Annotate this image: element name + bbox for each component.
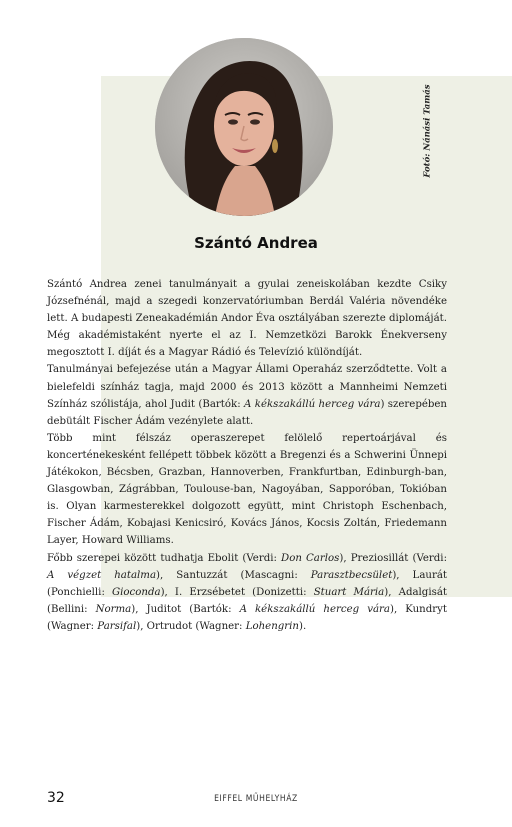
work-title: A kékszakállú herceg vára bbox=[239, 603, 390, 615]
work-title: Lohengrin bbox=[245, 620, 299, 632]
portrait-illustration bbox=[155, 38, 333, 216]
bio-text: ), Santuzzát (Mascagni: bbox=[156, 569, 311, 581]
publisher-footer: EIFFEL MŰHELYHÁZ bbox=[214, 794, 298, 804]
work-title: Parasztbecsület bbox=[310, 569, 393, 581]
work-title: A kékszakállú herceg vára bbox=[244, 398, 381, 410]
photo-credit bbox=[418, 76, 438, 186]
work-title: Don Carlos bbox=[281, 552, 340, 564]
bio-paragraph-2 bbox=[47, 361, 447, 429]
page-number: 32 bbox=[47, 790, 65, 806]
bio-text: ), Juditot (Bartók: bbox=[131, 603, 240, 615]
bio-text: ) szerepében debütált Fischer Ádám vezénylete alatt. bbox=[47, 398, 447, 427]
bio-text: ), Preziosillát (Verdi: bbox=[339, 552, 447, 564]
bio-text: ), I. Erzsébetet (Donizetti: bbox=[160, 586, 314, 598]
bio-text: ), Kundryt (Wagner: bbox=[47, 603, 447, 632]
bio-text: ), Laurát (Ponchielli: bbox=[47, 569, 447, 598]
bio-text: ). bbox=[298, 620, 307, 632]
biography bbox=[47, 276, 447, 635]
artist-name: Szántó Andrea bbox=[194, 234, 318, 252]
portrait-photo bbox=[155, 38, 333, 216]
bio-paragraph-4 bbox=[47, 550, 447, 635]
bio-text: Főbb szerepei között tudhatja Ebolit (Verdi: bbox=[47, 552, 282, 564]
bio-text: ), Ortrudot (Wagner: bbox=[136, 620, 246, 632]
work-title: Stuart Mária bbox=[313, 586, 385, 598]
work-title: Norma bbox=[95, 603, 132, 615]
bio-paragraph-1: Szántó Andrea zenei tanulmányait a gyulai zeneiskolában kezdte Csiky Józsefnénál, majd a szegedi konzervatóriumban Berdál Valéria növendéke lett. A budapesti Zeneakadémián Andor Éva osztályában szerezte diplomáját. Még akadémistaként nyerte el az I. Nemzetközi Barokk Énekverseny megosztott I. díját és a Magyar Rádió és Televízió különdíját. bbox=[47, 279, 447, 359]
bio-text: ), Adalgisát (Bellini: bbox=[47, 586, 447, 615]
bio-text: Tanulmányai befejezése után a Magyar Állami Operaház szerződtette. Volt a bielefeldi színház tagja, majd 2000 és 2013 között a Mannheimi Nemzeti Színház szólistája, ahol Judit (Bartók: bbox=[47, 364, 447, 410]
photo-credit-text: Fotó: Nánási Tamás bbox=[423, 84, 433, 178]
work-title: Gioconda bbox=[112, 586, 161, 598]
work-title: A végzet hatalma bbox=[47, 569, 157, 581]
bio-paragraph-3: Több mint félszáz operaszerepet felölelő repertoárjával és koncerténekesként fellépett többek között a Bregenzi és a Schwerini Ünnepi Játékokon, Bécsben, Grazban, Hannoverben, Frankfurtban, Edinburgh-ban, Glasgowban, Zágrábban, Toulouse-ban, Nagoyában, Sapporóban, Tokióban is. Olyan karmesterekkel dolgozott együtt, mint Christoph Eschenbach, Fischer Ádám, Kobajasi Kenicsiró, Kovács János, Kocsis Zoltán, Friedemann Layer, Howard Williams. bbox=[47, 432, 447, 547]
work-title: Parsifal bbox=[97, 620, 137, 632]
